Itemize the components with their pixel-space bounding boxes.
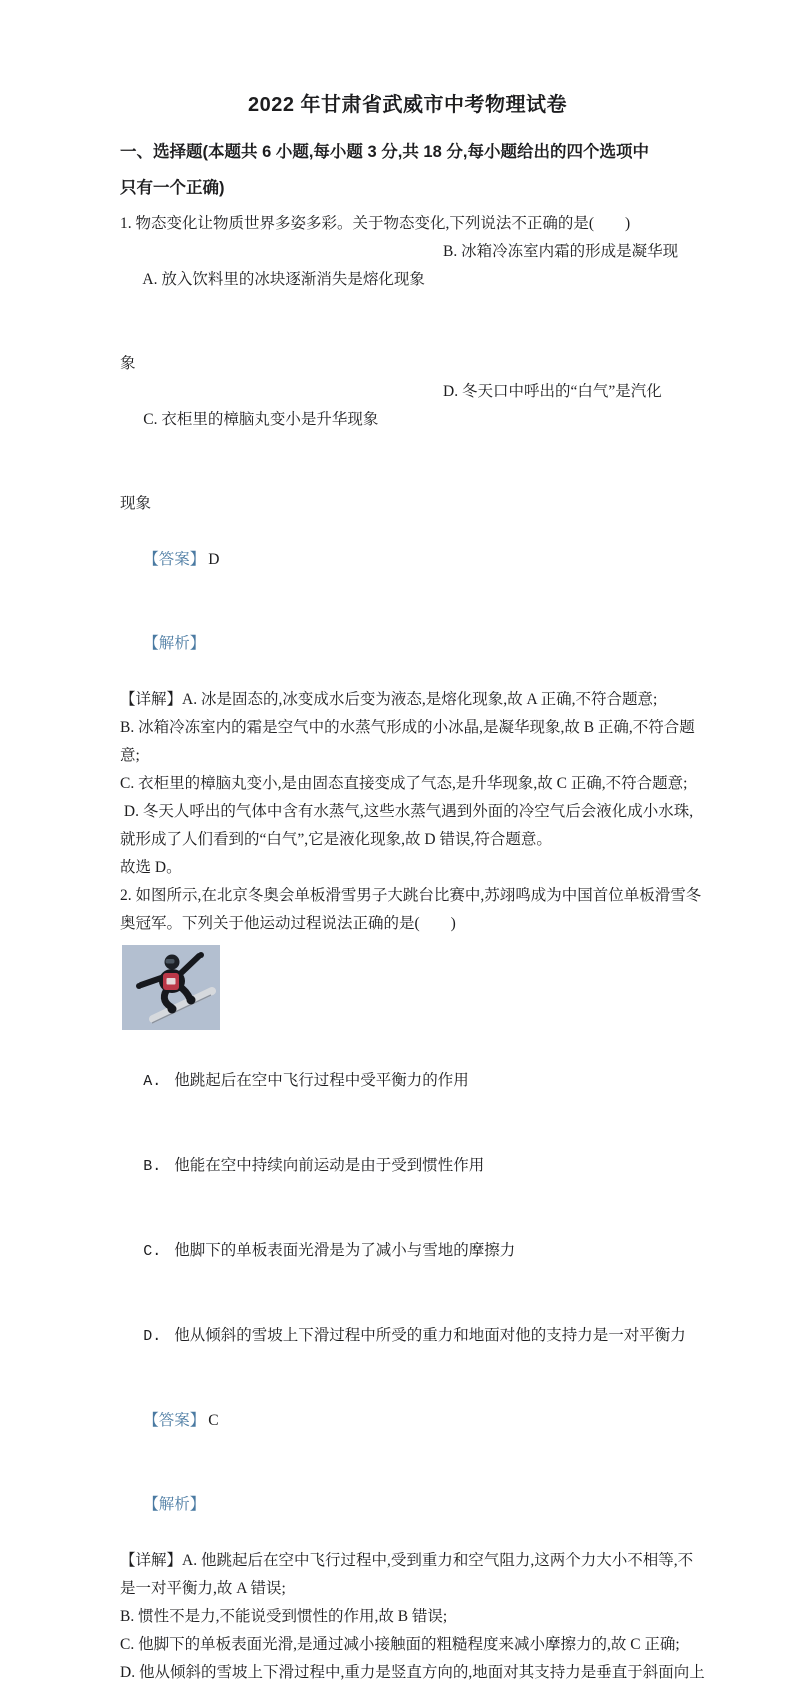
q2-analysis-line <box>120 1463 695 1547</box>
q1-option-a: A. 放入饮料里的冰块逐渐消失是熔化现象 <box>142 271 425 288</box>
q1-option-d-wrap: 现象 <box>120 495 152 512</box>
q2-detail-line: 是一对平衡力,故 A 错误; <box>120 1580 286 1597</box>
q1-detail-line: D. 冬天人呼出的气体中含有水蒸气,这些水蒸气遇到外面的冷空气后会液化成小水珠, <box>120 803 694 820</box>
q2-option-a <box>120 1039 695 1124</box>
q1-detail-line: B. 冰箱冷冻室内的霜是空气中的水蒸气形成的小冰晶,是凝华现象,故 B 正确,不符合题 <box>120 719 695 736</box>
q2-option-b <box>120 1124 695 1209</box>
q1-option-b-wrap: 象 <box>120 355 136 372</box>
q1-detail-line: 就形成了人们看到的“白气”,它是液化现象,故 D 错误,符合题意。 <box>120 831 552 848</box>
q1-answer-label: 【答案】 <box>143 551 206 568</box>
q1-detail-line: C. 衣柜里的樟脑丸变小,是由固态直接变成了气态,是升华现象,故 C 正确,不符合题意; <box>120 775 688 792</box>
q2-detail-line: D. 他从倾斜的雪坡上下滑过程中,重力是竖直方向的,地面对其支持力是垂直于斜面向上 <box>120 1664 705 1681</box>
q2-option-d <box>120 1294 695 1379</box>
q1-stem: 1. 物态变化让物质世界多姿多彩。关于物态变化,下列说法不正确的是( ) <box>120 215 631 232</box>
q1-conclusion-line: 故选 D。 <box>120 859 182 876</box>
q1-analysis-label: 【解析】 <box>143 635 206 652</box>
q2-answer-value: C <box>208 1412 219 1429</box>
q1-detail-line: 意; <box>120 747 140 764</box>
q1-option-b: B. 冰箱冷冻室内霜的形成是凝华现 <box>443 243 679 260</box>
section-heading <box>120 134 695 206</box>
q2-analysis-label: 【解析】 <box>143 1496 206 1513</box>
page-title: 2022 年甘肃省武威市中考物理试卷 <box>247 94 568 116</box>
q1-option-row-cd <box>120 378 695 490</box>
question-1 <box>120 210 695 882</box>
q2-stem-line-1: 2. 如图所示,在北京冬奥会单板滑雪男子大跳台比赛中,苏翊鸣成为中国首位单板滑雪冬 <box>120 887 702 904</box>
q1-option-row-ab <box>120 238 695 350</box>
q1-answer-value: D <box>208 551 220 568</box>
q1-answer-line <box>120 518 695 602</box>
q2-detail-line: B. 惯性不是力,不能说受到惯性的作用,故 B 错误; <box>120 1608 448 1625</box>
q2-option-c <box>120 1209 695 1294</box>
q1-analysis-line <box>120 602 695 686</box>
q2-detail-line: C. 他脚下的单板表面光滑,是通过减小接触面的粗糙程度来减小摩擦力的,故 C 正确; <box>120 1636 680 1653</box>
q2-stem-line-2: 奥冠军。下列关于他运动过程说法正确的是( ) <box>120 915 456 932</box>
question-2 <box>120 882 705 1687</box>
q1-option-d: D. 冬天口中呼出的“白气”是汽化 <box>443 383 662 400</box>
section-heading-line-2: 只有一个正确) <box>120 179 225 197</box>
q2-option-a-letter: A. <box>143 1073 162 1090</box>
q2-answer-line <box>120 1379 695 1463</box>
q2-detail-line: 【详解】A. 他跳起后在空中飞行过程中,受到重力和空气阻力,这两个力大小不相等,不 <box>120 1552 694 1569</box>
q1-detail-line: 【详解】A. 冰是固态的,冰变成水后变为液态,是熔化现象,故 A 正确,不符合题意; <box>120 691 658 708</box>
q2-answer-label: 【答案】 <box>143 1412 206 1429</box>
section-heading-line-1: 一、选择题(本题共 6 小题,每小题 3 分,共 18 分,每小题给出的四个选项中 <box>120 143 649 161</box>
snowboarder-photo <box>122 945 220 1030</box>
q2-option-a-text: 他跳起后在空中飞行过程中受平衡力的作用 <box>174 1072 469 1089</box>
q1-option-c: C. 衣柜里的樟脑丸变小是升华现象 <box>143 411 379 428</box>
q2-option-d-text: 他从倾斜的雪坡上下滑过程中所受的重力和地面对他的支持力是一对平衡力 <box>174 1327 686 1344</box>
q2-option-c-letter: C. <box>143 1243 162 1260</box>
q2-option-c-text: 他脚下的单板表面光滑是为了减小与雪地的摩擦力 <box>174 1242 516 1259</box>
q2-option-d-letter: D. <box>143 1328 162 1345</box>
q2-option-b-text: 他能在空中持续向前运动是由于受到惯性作用 <box>174 1157 485 1174</box>
q2-option-b-letter: B. <box>143 1158 162 1175</box>
